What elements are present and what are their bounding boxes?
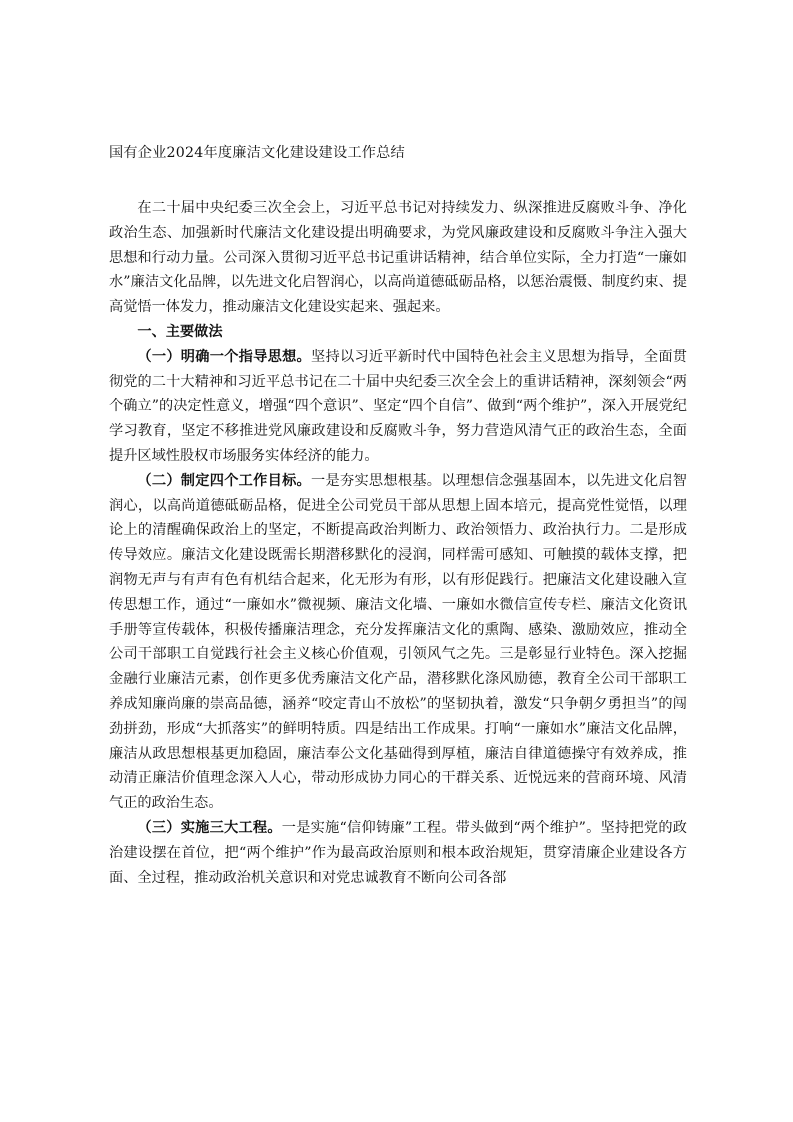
item-lead: （一）明确一个指导思想。: [137, 348, 312, 365]
item-lead: （三）实施三大工程。: [137, 819, 282, 836]
document-body: [109, 196, 687, 890]
item-paragraph: [109, 345, 687, 469]
item-text: 一是实施“信仰铸廉”工程。带头做到“两个维护”。坚持把党的政治建设摆在首位，把“两个维护”作为最高政治原则和根本政治规矩，贯穿清廉企业建设各方面、全过程，推动政治机关意识和对党忠诚教育不断向公司各部: [109, 819, 687, 886]
item-paragraph: [109, 469, 687, 816]
item-paragraph: [109, 816, 687, 890]
item-lead: （二）制定四个工作目标。: [137, 472, 312, 489]
intro-paragraph: 在二十届中央纪委三次全会上，习近平总书记对持续发力、纵深推进反腐败斗争、净化政治生态、加强新时代廉洁文化建设提出明确要求，为党风廉政建设和反腐败斗争注入强大思想和行动力量。公司深入贯彻习近平总书记重讲话精神，结合单位实际，全力打造“一廉如水”廉洁文化品牌，以先进文化启智润心，以高尚道德砥砺品格，以惩治震慑、制度约束、提高觉悟一体发力，推动廉洁文化建设实起来、强起来。: [109, 200, 687, 316]
item-text: 坚持以习近平新时代中国特色社会主义思想为指导，全面贯彻党的二十大精神和习近平总书记在二十届中央纪委三次全会上的重讲话精神，深刻领会“两个确立”的决定性意义，增强“四个意识”、坚定“四个自信”、做到“两个维护”，深入开展党纪学习教育，坚定不移推进党风廉政建设和反腐败斗争，努力营造风清气正的政治生态，全面提升区域性股权市场服务实体经济的能力。: [109, 348, 687, 464]
document-title: 国有企业2024年度廉洁文化建设建设工作总结: [109, 145, 405, 161]
section-heading: 一、主要做法: [137, 323, 223, 340]
item-text: 一是夯实思想根基。以理想信念强基固本，以先进文化启智润心，以高尚道德砥砺品格，促进全公司党员干部从思想上固本培元，提高党性觉悟，以理论上的清醒确保政治上的坚定，不断提高政治判断力、政治领悟力、政治执行力。二是形成传导效应。廉洁文化建设既需长期潜移默化的浸润，同样需可感知、可触摸的载体支撑，把润物无声与有声有色有机结合起来，化无形为有形，以有形促践行。把廉洁文化建设融入宣传思想工作，通过“一廉如水”微视频、廉洁文化墙、一廉如水微信宣传专栏、廉洁文化资讯手册等宣传载体，积极传播廉洁理念，充分发挥廉洁文化的熏陶、感染、激励效应，推动全公司干部职工自觉践行社会主义核心价值观，引领风气之先。三是彰显行业特色。深入挖掘金融行业廉洁元素，创作更多优秀廉洁文化产品，潜移默化涤风励德，教育全公司干部职工养成知廉尚廉的崇高品德，涵养“咬定青山不放松”的坚韧执着，激发“只争朝夕勇担当”的闯劲拼劲，形成“大抓落实”的鲜明特质。四是结出工作成果。打响“一廉如水”廉洁文化品牌，廉洁从政思想根基更加稳固，廉洁奉公文化基础得到厚植，廉洁自律道德操守有效养成，推动清正廉洁价值理念深入人心，带动形成协力同心的干群关系、近悦远来的营商环境、风清气正的政治生态。: [109, 472, 687, 812]
